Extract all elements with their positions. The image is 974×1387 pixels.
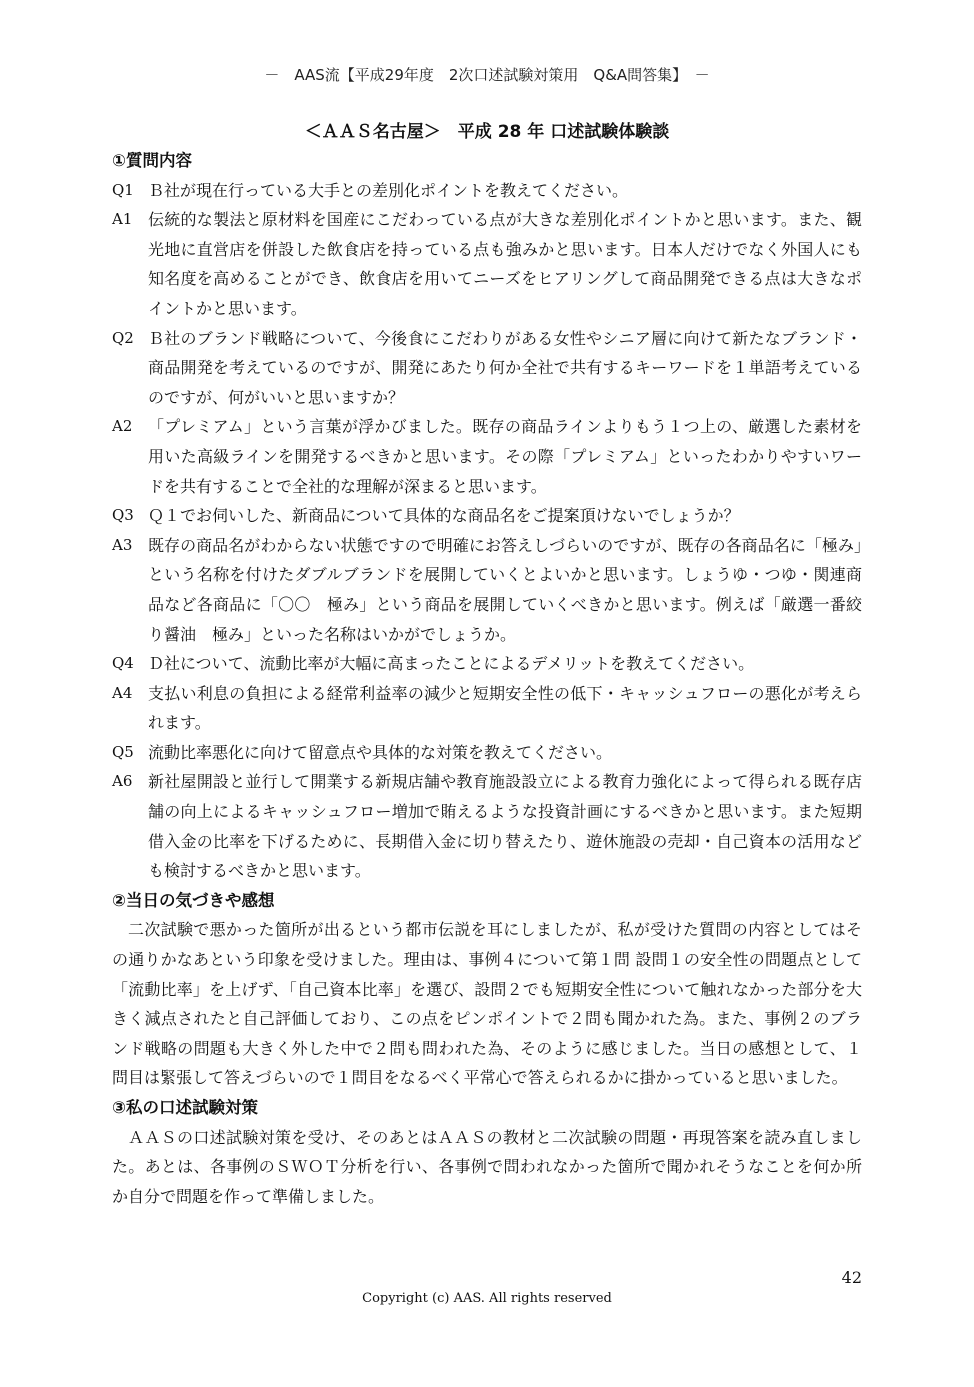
qa-label: A4 xyxy=(112,683,133,702)
qa-label: Q2 xyxy=(112,328,134,347)
impressions-paragraph: 二次試験で悪かった箇所が出るという都市伝説を耳にしましたが、私が受けた質問の内容としてはその通りかなあという印象を受けました。理由は、事例４について第１問 設問１の安全性の問題点として「流動比率」を上げず、「自己資本比率」を選び、設問２でも短期安全性について触れなかった部分を大きく減点されたと自己評価しており、この点をピンポイントで２問も聞かれた為。また、事例２のブランド戦略の問題も大きく外した中で２問も問われた為、そのように感じました。当日の感想として、１問目は緊張して答えづらいので１問目をなるべく平常心で答えられるかに掛かっていると思いました。 xyxy=(112,920,862,1088)
qa-item xyxy=(112,531,862,649)
qa-label: Q4 xyxy=(112,654,134,673)
copyright-footer: Copyright (c) AAS. All rights reserved xyxy=(362,1291,612,1306)
qa-label: Q5 xyxy=(112,742,134,761)
page-title: ＜ＡＡＳ名古屋＞ 平成 28 年 口述試験体験談 xyxy=(304,122,670,142)
content xyxy=(112,146,862,1211)
qa-text: 「プレミアム」という言葉が浮かびました。既存の商品ラインよりもう１つ上の、厳選した素材を用いた高級ラインを開発するべきかと思います。その際「プレミアム」といったわかりやすいワードを共有することで全社的な理解が深まると思います。 xyxy=(148,417,862,496)
qa-item xyxy=(112,501,862,531)
qa-text: 流動比率悪化に向けて留意点や具体的な対策を教えてください。 xyxy=(148,742,613,762)
qa-text: 新社屋開設と並行して開業する新規店舗や教育施設設立による教育力強化によって得られる既存店舗の向上によるキャッシュフロー増加で賄えるような投資計画にするべきかと思います。また短期借入金の比率を下げるために、長期借入金に切り替えたり、遊休施設の売却・自己資本の活用なども検討するべきかと思います。 xyxy=(148,772,862,881)
qa-text: Ｂ社のブランド戦略について、今後食にこだわりがある女性やシニア層に向けて新たなブランド・商品開発を考えているのですが、開発にあたり何か全社で共有するキーワードを１単語考えているのですが、何がいいと思いますか？ xyxy=(148,328,862,407)
qa-label: Q3 xyxy=(112,506,134,525)
preparation-paragraph: ＡＡＳの口述試験対策を受け、そのあとはＡＡＳの教材と二次試験の問題・再現答案を読み直しました。あとは、各事例のＳＷＯＴ分析を行い、各事例で問われなかった箇所で聞かれそうなことを何か所か自分で問題を作って準備しました。 xyxy=(112,1127,862,1206)
qa-text: Ｂ社が現在行っている大手との差別化ポイントを教えてください。 xyxy=(148,180,629,200)
qa-item xyxy=(112,649,862,679)
qa-item xyxy=(112,412,862,501)
qa-item xyxy=(112,176,862,206)
qa-text: 既存の商品名がわからない状態ですので明確にお答えしづらいのですが、既存の各商品名に「極み」という名称を付けたダブルブランドを展開していくとよいかと思います。しょうゆ・つゆ・関連商品など各商品に「〇〇 極み」という商品を展開していくべきかと思います。例えば「厳選一番絞り醤油 極み」といった名称はいかがでしょうか。 xyxy=(148,535,862,644)
qa-label: A3 xyxy=(112,535,133,554)
qa-text: 伝統的な製法と原材料を国産にこだわっている点が大きな差別化ポイントかと思います。また、観光地に直営店を併設した飲食店を持っている点も強みかと思います。日本人だけでなく外国人にも知名度を高めることができ、飲食店を用いてニーズをヒアリングして商品開発できる点は大きなポイントかと思います。 xyxy=(148,210,862,318)
section-heading-impressions: ②当日の気づきや感想 xyxy=(112,890,275,910)
section-heading-preparation: ③私の口述試験対策 xyxy=(112,1098,258,1117)
running-header: － AAS流【平成29年度 2次口述試験対策用 Q&A問答集】 － xyxy=(264,66,710,84)
qa-item xyxy=(112,767,862,885)
qa-item xyxy=(112,205,862,323)
qa-label: A2 xyxy=(112,417,133,436)
qa-text: 支払い利息の負担による経常利益率の減少と短期安全性の低下・キャッシュフローの悪化が考えられます。 xyxy=(148,683,862,733)
qa-text: Ｑ１でお伺いした、新商品について具体的な商品名をご提案頂けないでしょうか？ xyxy=(148,506,740,526)
page-number: 42 xyxy=(841,1268,862,1287)
qa-text: Ｄ社について、流動比率が大幅に高まったことによるデメリットを教えてください。 xyxy=(148,654,755,674)
qa-item xyxy=(112,679,862,738)
section-heading-questions: ①質問内容 xyxy=(112,151,192,170)
qa-label: Q1 xyxy=(112,180,134,199)
qa-label: A1 xyxy=(112,210,133,229)
qa-label: A6 xyxy=(112,772,133,791)
qa-item xyxy=(112,324,862,413)
qa-item xyxy=(112,738,862,768)
